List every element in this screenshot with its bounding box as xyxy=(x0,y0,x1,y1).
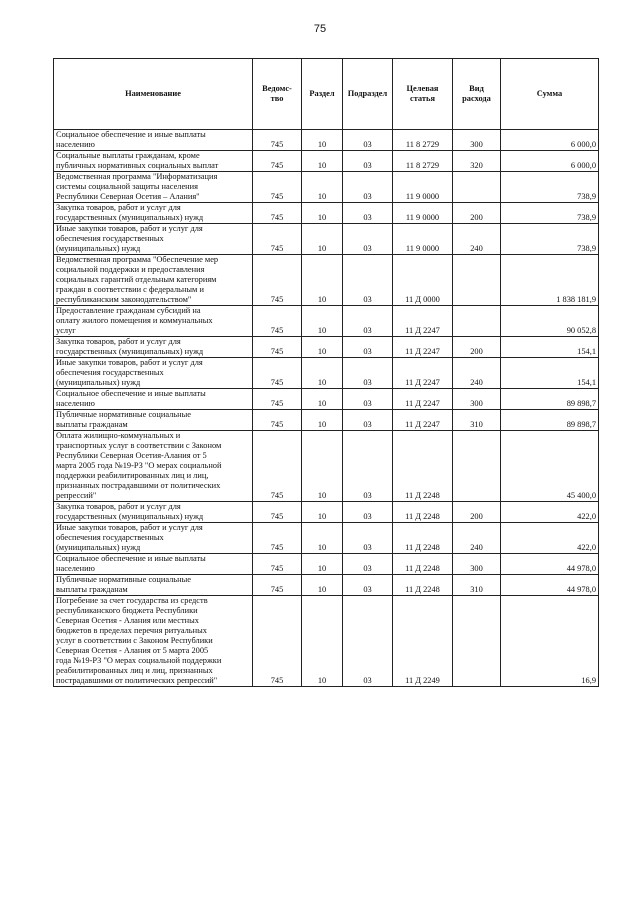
row-razdel: 10 xyxy=(302,203,343,224)
table-row xyxy=(54,358,599,389)
row-celevaya: 11 9 0000 xyxy=(393,203,453,224)
row-vid: 310 xyxy=(453,410,501,431)
row-podrazdel: 03 xyxy=(343,523,393,554)
row-celevaya: 11 Д 2249 xyxy=(393,596,453,687)
row-razdel: 10 xyxy=(302,172,343,203)
row-name: Иные закупки товаров, работ и услуг для обеспечения государственных (муниципальных) нужд xyxy=(54,523,253,554)
row-vedomstvo: 745 xyxy=(253,203,302,224)
row-name: Социальные выплаты гражданам, кроме публичных нормативных социальных выплат xyxy=(54,151,253,172)
row-razdel: 10 xyxy=(302,502,343,523)
row-vid: 240 xyxy=(453,523,501,554)
row-podrazdel: 03 xyxy=(343,502,393,523)
row-summa: 738,9 xyxy=(501,224,599,255)
budget-table xyxy=(53,58,599,687)
row-vid: 200 xyxy=(453,337,501,358)
row-vedomstvo: 745 xyxy=(253,172,302,203)
header-razdel: Раздел xyxy=(302,59,343,130)
row-vid: 240 xyxy=(453,224,501,255)
row-summa: 90 052,8 xyxy=(501,306,599,337)
table-row xyxy=(54,502,599,523)
row-vedomstvo: 745 xyxy=(253,502,302,523)
row-celevaya: 11 9 0000 xyxy=(393,172,453,203)
row-vedomstvo: 745 xyxy=(253,596,302,687)
row-summa: 16,9 xyxy=(501,596,599,687)
row-vedomstvo: 745 xyxy=(253,389,302,410)
row-celevaya: 11 Д 2248 xyxy=(393,431,453,502)
row-vid: 300 xyxy=(453,130,501,151)
row-podrazdel: 03 xyxy=(343,130,393,151)
row-celevaya: 11 Д 2247 xyxy=(393,306,453,337)
row-razdel: 10 xyxy=(302,306,343,337)
row-podrazdel: 03 xyxy=(343,172,393,203)
row-vid xyxy=(453,596,501,687)
row-celevaya: 11 Д 2247 xyxy=(393,358,453,389)
row-name: Предоставление гражданам субсидий на оплату жилого помещения и коммунальных услуг xyxy=(54,306,253,337)
row-podrazdel: 03 xyxy=(343,389,393,410)
row-vid: 300 xyxy=(453,389,501,410)
row-celevaya: 11 Д 0000 xyxy=(393,255,453,306)
row-celevaya: 11 Д 2248 xyxy=(393,554,453,575)
row-vedomstvo: 745 xyxy=(253,523,302,554)
row-name: Погребение за счет государства из средств республиканского бюджета Республики Северная Осетия - Алания или местных бюджетов в пределах перечня ритуальных услуг в соответствии с Законом Республики Северная Осетия - Алания от 5 марта 2005 года №19-РЗ "О мерах социальной поддержки реабилитированных лиц и лиц, признанных пострадавшими от политических репрессий" xyxy=(54,596,253,687)
row-celevaya: 11 8 2729 xyxy=(393,130,453,151)
table-row xyxy=(54,306,599,337)
row-name: Социальное обеспечение и иные выплаты населению xyxy=(54,130,253,151)
row-vid: 300 xyxy=(453,554,501,575)
row-podrazdel: 03 xyxy=(343,151,393,172)
row-vid xyxy=(453,431,501,502)
row-summa: 89 898,7 xyxy=(501,410,599,431)
row-podrazdel: 03 xyxy=(343,203,393,224)
row-razdel: 10 xyxy=(302,523,343,554)
row-name: Ведомственная программа "Обеспечение мер социальной поддержки и предоставления социальных гарантий отдельным категориям граждан в соответствии с федеральным и республиканским законодательством" xyxy=(54,255,253,306)
table-row xyxy=(54,130,599,151)
row-name: Иные закупки товаров, работ и услуг для обеспечения государственных (муниципальных) нужд xyxy=(54,224,253,255)
table-row xyxy=(54,554,599,575)
row-vid xyxy=(453,255,501,306)
row-vedomstvo: 745 xyxy=(253,358,302,389)
row-vedomstvo: 745 xyxy=(253,130,302,151)
row-vedomstvo: 745 xyxy=(253,554,302,575)
row-celevaya: 11 Д 2248 xyxy=(393,502,453,523)
row-celevaya: 11 8 2729 xyxy=(393,151,453,172)
row-razdel: 10 xyxy=(302,431,343,502)
row-vedomstvo: 745 xyxy=(253,151,302,172)
row-summa: 422,0 xyxy=(501,502,599,523)
row-podrazdel: 03 xyxy=(343,224,393,255)
row-name: Публичные нормативные социальные выплаты гражданам xyxy=(54,575,253,596)
row-name: Иные закупки товаров, работ и услуг для обеспечения государственных (муниципальных) нужд xyxy=(54,358,253,389)
table-row xyxy=(54,410,599,431)
row-vid xyxy=(453,172,501,203)
row-summa: 45 400,0 xyxy=(501,431,599,502)
row-razdel: 10 xyxy=(302,358,343,389)
row-podrazdel: 03 xyxy=(343,575,393,596)
row-vid: 200 xyxy=(453,203,501,224)
table-row xyxy=(54,389,599,410)
row-podrazdel: 03 xyxy=(343,255,393,306)
table-row xyxy=(54,523,599,554)
row-summa: 6 000,0 xyxy=(501,130,599,151)
row-podrazdel: 03 xyxy=(343,410,393,431)
table-row xyxy=(54,172,599,203)
row-vid xyxy=(453,306,501,337)
row-vedomstvo: 745 xyxy=(253,255,302,306)
header-vid: Вид расхода xyxy=(453,59,501,130)
header-vedomstvo: Ведомс- тво xyxy=(253,59,302,130)
table-row xyxy=(54,337,599,358)
row-summa: 738,9 xyxy=(501,203,599,224)
row-name: Закупка товаров, работ и услуг для государственных (муниципальных) нужд xyxy=(54,203,253,224)
row-razdel: 10 xyxy=(302,337,343,358)
row-podrazdel: 03 xyxy=(343,431,393,502)
header-name: Наименование xyxy=(54,59,253,130)
row-razdel: 10 xyxy=(302,151,343,172)
row-celevaya: 11 Д 2247 xyxy=(393,337,453,358)
row-name: Ведомственная программа "Информатизация системы социальной защиты населения Республики Северная Осетия – Алания" xyxy=(54,172,253,203)
table-row xyxy=(54,255,599,306)
row-podrazdel: 03 xyxy=(343,337,393,358)
row-summa: 44 978,0 xyxy=(501,554,599,575)
row-celevaya: 11 Д 2247 xyxy=(393,410,453,431)
header-celevaya: Целевая статья xyxy=(393,59,453,130)
row-name: Публичные нормативные социальные выплаты гражданам xyxy=(54,410,253,431)
row-podrazdel: 03 xyxy=(343,306,393,337)
row-razdel: 10 xyxy=(302,389,343,410)
row-razdel: 10 xyxy=(302,596,343,687)
row-summa: 154,1 xyxy=(501,358,599,389)
table-row xyxy=(54,431,599,502)
table-row xyxy=(54,596,599,687)
row-vedomstvo: 745 xyxy=(253,431,302,502)
row-vedomstvo: 745 xyxy=(253,337,302,358)
header-summa: Сумма xyxy=(501,59,599,130)
row-vid: 310 xyxy=(453,575,501,596)
row-razdel: 10 xyxy=(302,255,343,306)
row-celevaya: 11 Д 2247 xyxy=(393,389,453,410)
row-podrazdel: 03 xyxy=(343,554,393,575)
row-summa: 44 978,0 xyxy=(501,575,599,596)
row-celevaya: 11 Д 2248 xyxy=(393,523,453,554)
row-name: Оплата жилищно-коммунальных и транспортных услуг в соответствии с Законом Республики Северная Осетия-Алания от 5 марта 2005 года №19-РЗ "О мерах социальной поддержки реабилитированных лиц и лиц, признанных пострадавшими от политических репрессий" xyxy=(54,431,253,502)
row-summa: 738,9 xyxy=(501,172,599,203)
row-celevaya: 11 9 0000 xyxy=(393,224,453,255)
row-podrazdel: 03 xyxy=(343,596,393,687)
row-vedomstvo: 745 xyxy=(253,306,302,337)
row-razdel: 10 xyxy=(302,410,343,431)
row-razdel: 10 xyxy=(302,575,343,596)
row-celevaya: 11 Д 2248 xyxy=(393,575,453,596)
row-vid: 320 xyxy=(453,151,501,172)
row-name: Социальное обеспечение и иные выплаты населению xyxy=(54,389,253,410)
header-row xyxy=(54,59,599,130)
row-name: Закупка товаров, работ и услуг для государственных (муниципальных) нужд xyxy=(54,502,253,523)
row-razdel: 10 xyxy=(302,224,343,255)
row-vedomstvo: 745 xyxy=(253,410,302,431)
row-vid: 240 xyxy=(453,358,501,389)
table-row xyxy=(54,224,599,255)
row-summa: 89 898,7 xyxy=(501,389,599,410)
table-row xyxy=(54,203,599,224)
row-razdel: 10 xyxy=(302,554,343,575)
header-podrazdel: Подраздел xyxy=(343,59,393,130)
table-row xyxy=(54,575,599,596)
row-vid: 200 xyxy=(453,502,501,523)
row-summa: 154,1 xyxy=(501,337,599,358)
row-vedomstvo: 745 xyxy=(253,224,302,255)
row-summa: 6 000,0 xyxy=(501,151,599,172)
row-name: Закупка товаров, работ и услуг для государственных (муниципальных) нужд xyxy=(54,337,253,358)
row-razdel: 10 xyxy=(302,130,343,151)
table-row xyxy=(54,151,599,172)
row-summa: 1 838 181,9 xyxy=(501,255,599,306)
row-vedomstvo: 745 xyxy=(253,575,302,596)
page-number: 75 xyxy=(313,23,327,35)
row-podrazdel: 03 xyxy=(343,358,393,389)
row-name: Социальное обеспечение и иные выплаты населению xyxy=(54,554,253,575)
row-summa: 422,0 xyxy=(501,523,599,554)
